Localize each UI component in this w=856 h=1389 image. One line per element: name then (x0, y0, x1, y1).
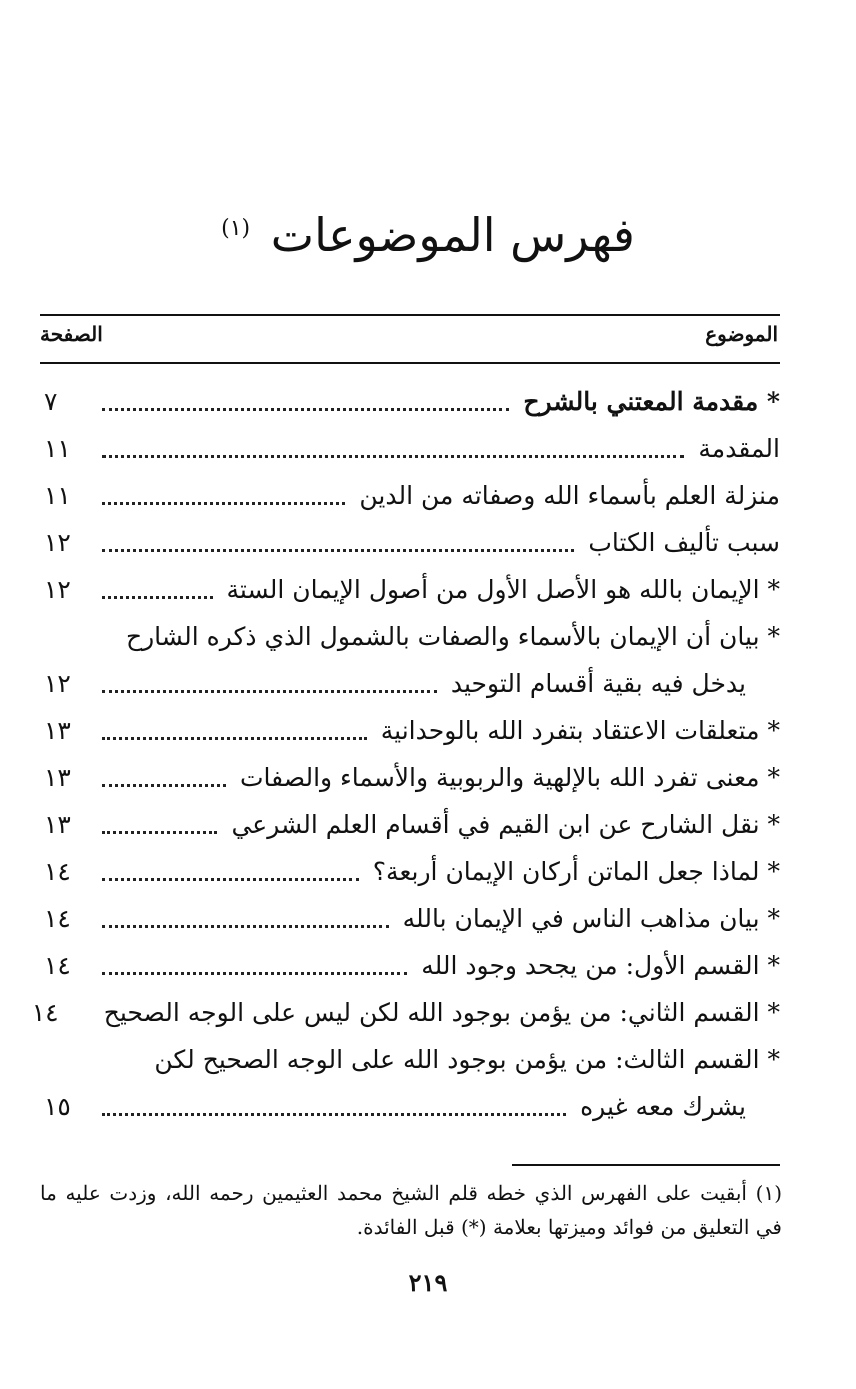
title-footnote-ref: (١) (221, 215, 251, 241)
toc-entry (31, 989, 780, 1036)
toc-entry-page: ١٢ (44, 669, 71, 698)
toc-entry-page: ١٣ (44, 810, 71, 839)
toc-entry-page: ١١ (44, 434, 71, 463)
toc-entry (40, 848, 780, 895)
toc-entry (40, 378, 780, 425)
toc-entry-page: ١٤ (31, 998, 59, 1027)
toc-entry-title: * مقدمة المعتني بالشرح (523, 387, 780, 416)
toc-entry-page: ١٣ (44, 716, 71, 745)
toc-entry (40, 519, 780, 566)
toc-entry (40, 472, 780, 519)
toc-entry-title: * متعلقات الاعتقاد بتفرد الله بالوحدانية (380, 716, 780, 745)
footnote-separator (512, 1164, 780, 1166)
dot-leader (102, 455, 684, 458)
dot-leader (102, 972, 407, 975)
dot-leader (102, 549, 574, 552)
toc-entry-page: ١٤ (44, 904, 71, 933)
toc-entry-page: ١٢ (44, 575, 71, 604)
toc-entry-page: ١٢ (44, 528, 71, 557)
toc-entry-title: منزلة العلم بأسماء الله وصفاته من الدين (359, 481, 780, 510)
toc-entry-title: * بيان مذاهب الناس في الإيمان بالله (402, 904, 780, 933)
page-title (0, 208, 856, 263)
header-bottom-rule (40, 362, 780, 364)
dot-leader (102, 925, 389, 928)
footnote: (١) أبقيت على الفهرس الذي خطه قلم الشيخ محمد العثيمين رحمه الله، وزدت عليه ما في التعليق من فوائد وميزتها بعلامة (*) قبل الفائدة. (40, 1181, 782, 1239)
title-text: فهرس الموضوعات (270, 208, 635, 262)
toc-entry (40, 942, 780, 989)
dot-leader (102, 878, 359, 881)
toc-entry-title: * الإيمان بالله هو الأصل الأول من أصول الإيمان الستة (226, 575, 780, 604)
page-number: ٢١٩ (408, 1268, 448, 1297)
toc-entry (40, 613, 780, 660)
toc-entry (40, 754, 780, 801)
subject-column-header: الموضوع (705, 322, 778, 346)
toc-entry (40, 895, 780, 942)
toc-entry-title: * القسم الأول: من يجحد وجود الله (421, 951, 780, 980)
toc-entry (40, 801, 780, 848)
toc-entry-title: يدخل فيه بقية أقسام التوحيد (450, 669, 746, 698)
toc-entry-title: * نقل الشارح عن ابن القيم في أقسام العلم الشرعي (231, 810, 780, 839)
toc-entry-title: * القسم الثالث: من يؤمن بوجود الله على الوجه الصحيح لكن (154, 1045, 780, 1074)
toc-entry (40, 425, 780, 472)
dot-leader (102, 408, 509, 411)
toc-entry-title: * بيان أن الإيمان بالأسماء والصفات بالشمول الذي ذكره الشارح (125, 622, 780, 651)
header-top-rule (40, 314, 780, 316)
toc-entry-title: * لماذا جعل الماتن أركان الإيمان أربعة؟ (372, 857, 780, 886)
toc-entry-title: سبب تأليف الكتاب (588, 528, 780, 557)
toc-entry-title: يشرك معه غيره (580, 1092, 746, 1121)
toc-entry (40, 707, 780, 754)
dot-leader (102, 737, 367, 740)
toc-entry-page: ١٣ (44, 763, 71, 792)
dot-leader (102, 690, 437, 693)
toc-entry-page: ١٤ (44, 857, 71, 886)
toc-entry-title: * القسم الثاني: من يؤمن بوجود الله لكن ليس على الوجه الصحيح (103, 998, 780, 1027)
dot-leader (102, 784, 226, 787)
toc-entry-page: ٧ (44, 387, 58, 416)
toc-entry-page: ١٤ (44, 951, 71, 980)
toc-entry (40, 1083, 780, 1130)
dot-leader (102, 596, 213, 599)
dot-leader (102, 831, 217, 834)
dot-leader (102, 502, 345, 505)
toc-entry (40, 1036, 780, 1083)
toc-entry-title: * معنى تفرد الله بالإلهية والربوبية والأسماء والصفات (239, 763, 780, 792)
toc-entry-page: ١١ (44, 481, 71, 510)
toc-entry-page: ١٥ (44, 1092, 71, 1121)
toc-entry (40, 566, 780, 613)
page-column-header: الصفحة (40, 322, 103, 346)
toc-entry-title: المقدمة (698, 434, 780, 463)
table-of-contents (31, 378, 780, 1130)
dot-leader (102, 1113, 566, 1116)
toc-entry (40, 660, 780, 707)
